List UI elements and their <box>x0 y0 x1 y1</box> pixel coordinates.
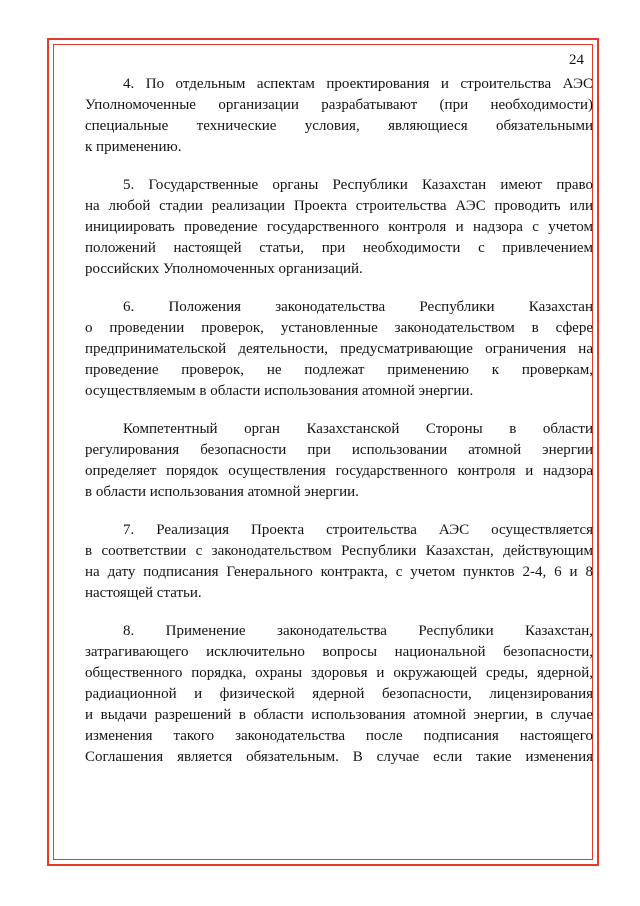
paragraph-8 <box>85 621 593 768</box>
text-line: к применению. <box>85 139 182 155</box>
text-line: затрагивающего исключительно вопросы национальной безопасности, <box>85 644 593 660</box>
text-line: в области использования атомной энергии. <box>85 484 359 500</box>
text-line: общественного порядка, охраны здоровья и окружающей среды, ядерной, <box>85 665 593 681</box>
text-line: Компетентный орган Казахстанской Стороны в области <box>123 421 593 437</box>
text-line: проведение проверок, не подлежат применению к проверкам, <box>85 362 593 378</box>
text-line: регулирования безопасности при использовании атомной энергии <box>85 442 593 458</box>
text-line: 5. Государственные органы Республики Казахстан имеют право <box>123 177 593 193</box>
paragraph-5 <box>85 175 593 280</box>
text-line: и выдачи разрешений в области использования атомной энергии, в случае <box>85 707 593 723</box>
text-line: радиационной и физической ядерной безопасности, лицензирования <box>85 686 593 702</box>
text-line: 6. Положения законодательства Республики Казахстан <box>123 299 593 315</box>
text-line: положений настоящей статьи, при необходимости с привлечением <box>85 240 593 256</box>
text-line: о проведении проверок, установленные законодательством в сфере <box>85 320 593 336</box>
paragraph-6-continued <box>85 419 593 503</box>
paragraph-4 <box>85 74 593 158</box>
paragraph-7 <box>85 520 593 604</box>
paragraph-6 <box>85 297 593 402</box>
text-line: осуществляемым в области использования атомной энергии. <box>85 383 474 399</box>
text-line: 4. По отдельным аспектам проектирования и строительства АЭС <box>123 76 593 92</box>
text-line: 7. Реализация Проекта строительства АЭС осуществляется <box>123 522 593 538</box>
text-line: предпринимательской деятельности, предусматривающие ограничения на <box>85 341 593 357</box>
text-line: определяет порядок осуществления государственного контроля и надзора <box>85 463 593 479</box>
text-line: настоящей статьи. <box>85 585 202 601</box>
text-line: Соглашения является обязательным. В случае если такие изменения <box>85 749 593 765</box>
text-line: на любой стадии реализации Проекта строительства АЭС проводить или <box>85 198 593 214</box>
page-number: 24 <box>569 52 584 68</box>
text-line: в соответствии с законодательством Республики Казахстан, действующим <box>85 543 593 559</box>
text-line: Уполномоченные организации разрабатывают (при необходимости) <box>85 97 593 113</box>
text-line: изменения такого законодательства после подписания настоящего <box>85 728 593 744</box>
document-body <box>85 74 593 785</box>
text-line: российских Уполномоченных организаций. <box>85 261 363 277</box>
text-line: на дату подписания Генерального контракта, с учетом пунктов 2-4, 6 и 8 <box>85 564 593 580</box>
text-line: инициировать проведение государственного контроля и надзора с учетом <box>85 219 593 235</box>
text-line: специальные технические условия, являющиеся обязательными <box>85 118 593 134</box>
text-line: 8. Применение законодательства Республики Казахстан, <box>123 623 593 639</box>
